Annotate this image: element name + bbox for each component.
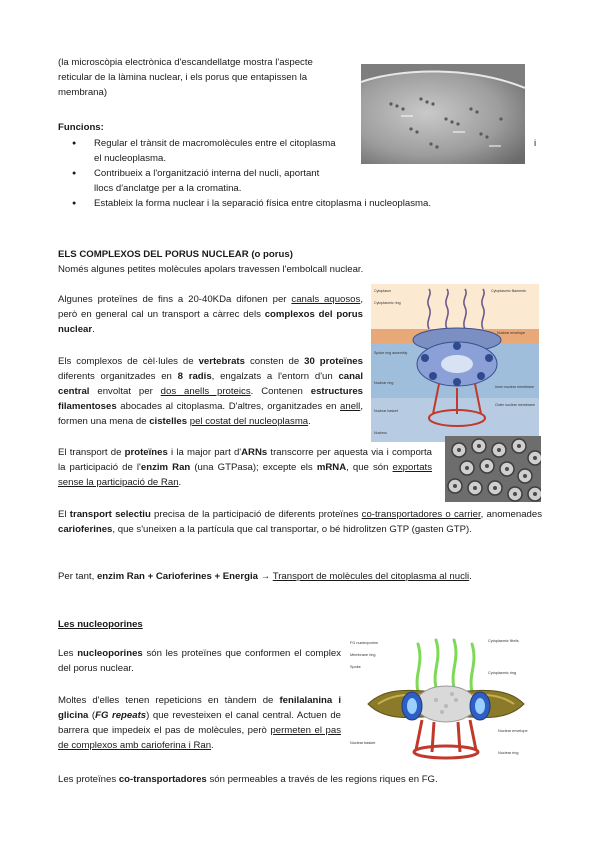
funcions-heading: Funcions: [58, 122, 104, 133]
funcions-list [58, 136, 538, 211]
intro-text: (la microscòpia electrònica d'escandellatge mostra l'aspecte reticular de la làmina nuclear, i els porus que entapissen la membrana) [58, 57, 313, 98]
paragraph-canals: Algunes proteïnes de fins a 20-40KDa difonen per canals aquosos, però en general cal un transport a càrrec dels complexos del porus nuclear. [58, 294, 363, 335]
paragraph-transport-selectiu: El transport selectiu precisa de la participació de diferents proteïnes co-transportadores o carrier, anomenades carioferines, que s'uneixen a la partícula que cal transportar, o bé hidrolitzen GTP (gasten GTP). [58, 509, 543, 535]
label-nuclear-ring: Nuclear ring [374, 381, 394, 385]
tem-pores-image [445, 436, 541, 502]
label-outer-membrane: Outer nuclear membrane [495, 403, 535, 407]
paragraph-ran: El transport de proteïnes i la major part d'ARNs transcorre per aquesta via i comporta la participació de l'enzim Ran (una GTPasa); excepte els mRNA, que són exportats sense la participació de Ran. [58, 447, 432, 488]
paragraph-fg-repeats: Moltes d'elles tenen repeticions en tàndem de fenilalanina i glicina (FG repeats) que revesteixen el canal central. Actuen de barrera que impedeix el pas de molècules, però permeten el pas de complexos amb carioferina i Ran. [58, 695, 341, 751]
nucleoporins-diagram [348, 634, 546, 764]
label-nuclear-envelope-2: Nuclear envelope [498, 729, 528, 733]
label-nuclear-basket: Nuclear basket [374, 409, 398, 413]
section-title-porus: ELS COMPLEXOS DEL PORUS NUCLEAR (o porus) [58, 249, 293, 260]
label-cytoplasmic-fibrils: Cytoplasmic fibrils [488, 639, 519, 643]
label-nuclear-envelope: Nuclear envelope [497, 331, 525, 335]
section-intro: Només algunes petites molècules apolars travessen l'embolcall nuclear. [58, 264, 364, 275]
paragraph-vertebrats: Els complexos de cèl·lules de vertebrats consten de 30 proteïnes diferents organitzades en 8 radis, engalzats a l'entorn d'un canal central envoltat per dos anells proteics. Contenen estructures filamentoses abocades al citoplasma. D'altres, organitzades en anell, formen una mena de cistelles pel costat del nucleoplasma. [58, 356, 363, 427]
paragraph-nucleoporines: Les nucleoporines són les proteïnes que conformen el complex del porus nuclear. [58, 648, 341, 674]
label-membrane-ring: Membrane ring [350, 653, 376, 657]
paragraph-cotransportadores: Les proteïnes co-transportadores són permeables a través de les regions riques en FG. [58, 774, 438, 785]
label-cytoplasm: Cytoplasm [374, 289, 391, 293]
list-item: ● Regular el trànsit de macromolècules entre el citoplasma i el nucleoplasma. [58, 136, 354, 166]
section-title-nucleoporines: Les nucleoporines [58, 619, 143, 630]
label-nucleus: Nucleus [374, 431, 387, 435]
label-nuclear-ring-2: Nuclear ring [498, 751, 519, 755]
label-spoke: Spoke [350, 665, 361, 669]
paragraph-summary: Per tant, enzim Ran + Carioferines + Energia → Transport de molècules del citoplasma al nucli. [58, 571, 472, 582]
list-item: ● Contribueix a l'organització interna del nucli, aportant llocs d'anclatge per a la cromatina. [58, 166, 350, 196]
label-spoke-ring: Spoke ring assembly [374, 351, 408, 355]
list-item: ● Estableix la forma nuclear i la separació física entre citoplasma i nucleoplasma. [58, 196, 538, 211]
label-cytoplasmic-filaments: Cytoplasmic filaments [491, 289, 526, 293]
label-cytoplasmic-ring-2: Cytoplasmic ring [488, 671, 517, 675]
label-cytoplasmic-ring: Cytoplasmic ring [374, 301, 401, 305]
label-inner-membrane: Inner nuclear membrane [495, 385, 535, 389]
label-nuclear-basket-2: Nuclear basket [350, 741, 376, 745]
nuclear-pore-complex-diagram [371, 284, 539, 442]
label-fg-nucleoporins: FG nucleoporins [350, 641, 378, 645]
